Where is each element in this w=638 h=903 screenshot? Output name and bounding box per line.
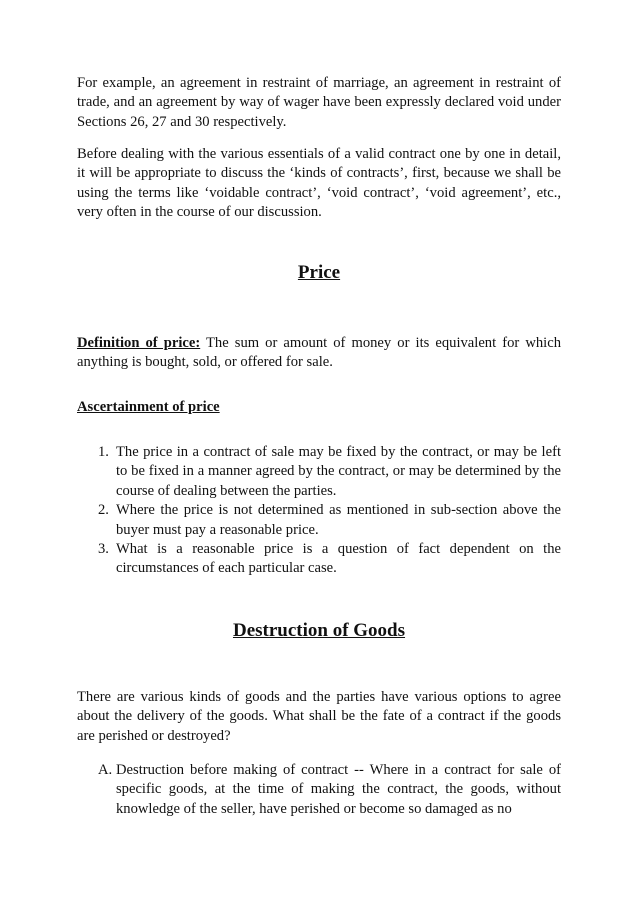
list-item-text: What is a reasonable price is a question of fact dependent on the circumstances of each particular case.	[116, 541, 561, 577]
intro-paragraph-1: For example, an agreement in restraint of marriage, an agreement in restraint of trade, and an agreement by way of wager have been expressly declared void under Sections 26, 27 and 30 respectively.	[77, 75, 561, 130]
list-marker: 1.	[98, 444, 109, 460]
list-marker: A.	[98, 762, 113, 778]
destruction-list	[77, 761, 561, 819]
list-item-text: Where the price is not determined as mentioned in sub-section above the buyer must pay a reasonable price.	[116, 502, 561, 538]
ascertainment-heading: Ascertainment of price	[77, 399, 220, 415]
list-item-text: The price in a contract of sale may be fixed by the contract, or may be left to be fixed in a manner agreed by the contract, or may be determined by the course of dealing between the parties.	[116, 444, 561, 499]
list-marker: 3.	[98, 541, 109, 558]
list-item	[77, 540, 561, 579]
destruction-intro: There are various kinds of goods and the parties have various options to agree about the delivery of the goods. What shall be the fate of a contract if the goods are perished or destroyed?	[77, 689, 561, 744]
definition-label: Definition of price:	[77, 335, 201, 351]
list-item	[77, 501, 561, 540]
price-definition	[77, 334, 561, 373]
list-marker: 2.	[98, 502, 109, 519]
price-heading: Price	[297, 262, 341, 283]
list-item	[77, 443, 561, 501]
list-item-text: Destruction before making of contract -- Where in a contract for sale of specific goods, at the time of making the contract, the goods, without knowledge of the seller, have perished or become so damaged as no	[116, 762, 561, 817]
list-item	[77, 761, 561, 819]
definition-text: The sum or amount of money or its equivalent for which anything is bought, sold, or offered for sale.	[77, 335, 561, 371]
destruction-heading: Destruction of Goods	[232, 620, 406, 641]
price-rules-list	[77, 443, 561, 579]
intro-paragraph-2: Before dealing with the various essentials of a valid contract one by one in detail, it will be appropriate to discuss the ‘kinds of contracts’, first, because we shall be using the terms like ‘voidable contract’, ‘void contract’, ‘void agreement’, etc., very often in the course of our discussion.	[77, 146, 561, 221]
